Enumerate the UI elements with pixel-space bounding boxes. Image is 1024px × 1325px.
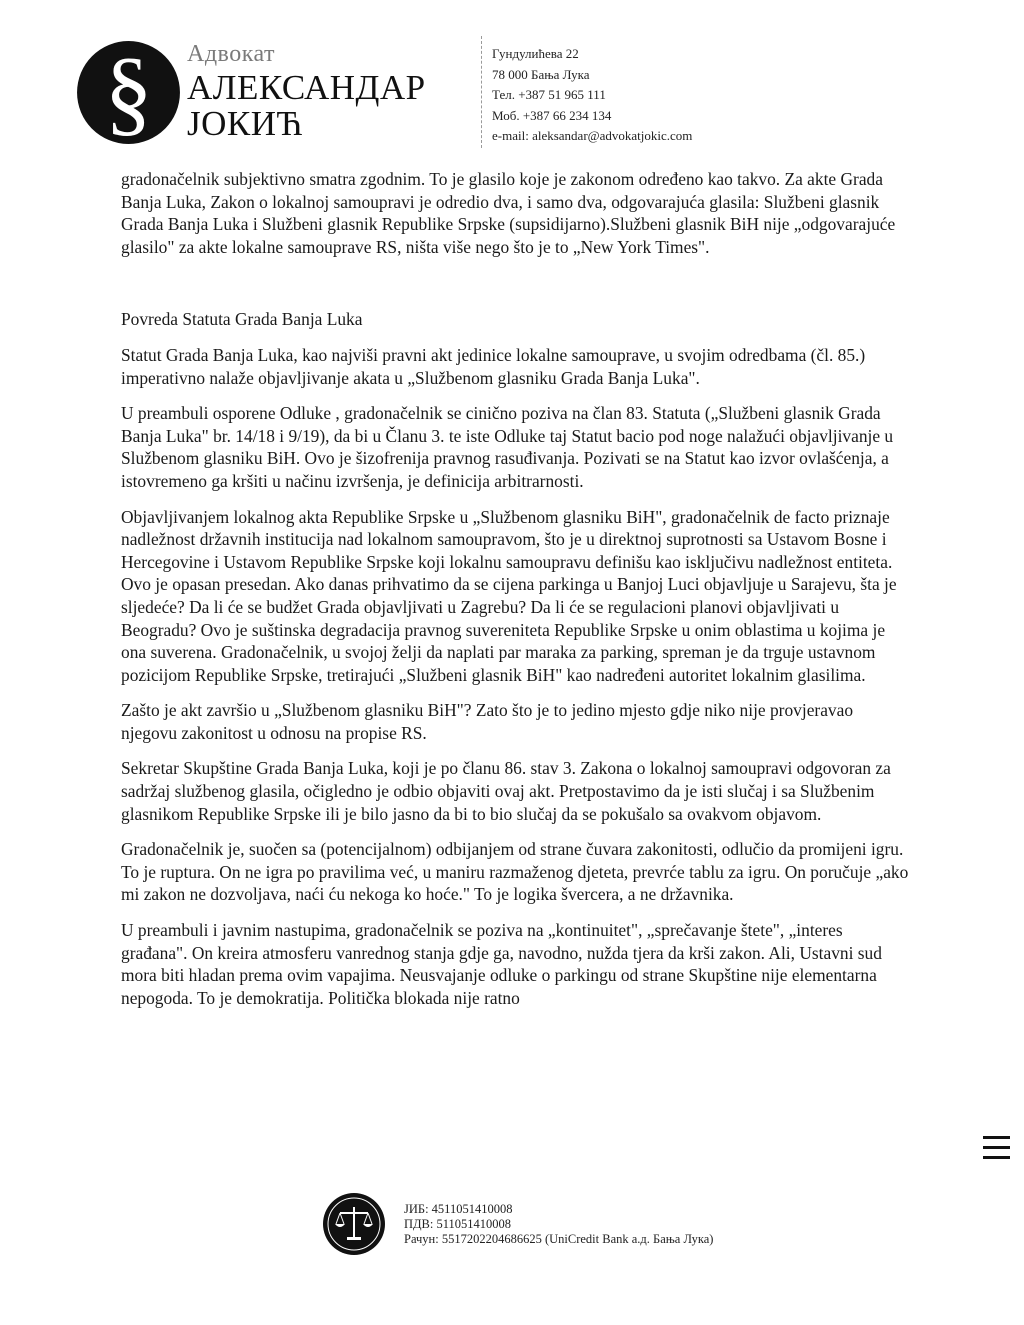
footer-info <box>404 1202 713 1247</box>
intro-paragraph: gradonačelnik subjektivno smatra zgodnim. To je glasilo koje je zakonom određeno kao takvo. Za akte Grada Banja Luka, Zakon o lokalnoj samoupravi je odredio dva, i samo dva, odgovarajuća glasila: Službeni glasnik Grada Banja Luka i Službeni glasnik Republike Srpske (supsidijarno).Službeni glasnik BiH nije „odgovarajuće glasilo" za akte lokalne samouprave RS, ništa više nego što je to „New York Times". <box>121 169 896 257</box>
scales-of-justice-icon <box>322 1192 386 1256</box>
contact-mobile: Моб. +387 66 234 134 <box>492 107 612 123</box>
paragraph: Zašto je akt završio u „Službenom glasniku BiH"? Zato što je to jedino mjesto gdje niko nije provjeravao njegovu zakonitost u odnosu na propise RS. <box>121 700 854 743</box>
paragraph: Sekretar Skupštine Grada Banja Luka, koji je po članu 86. stav 3. Zakona o lokalnoj samoupravi odgovoran za sadržaj službenog glasila, očigledno je odbio objaviti ovaj akt. Pretpostavimo da je isti slučaj i sa Službenim glasnikom Republike Srpske ili je bilo jasno da bi to bio slučaj da se pokušalo sa ovakvom objavom. <box>121 758 891 824</box>
svg-text:§: § <box>104 40 153 145</box>
paragraph: Objavljivanjem lokalnog akta Republike Srpske u „Službenom glasniku BiH", gradonačelnik de facto priznaje nadležnost državnih institucija nad lokalnom samoupravom, što je u direktnoj suprotnosti sa Ustavom Bosne i Hercegovine i Ustavom Republike Srpske koji lokalnu samoupravu definišu kao isključivu nadležnost entiteta. Ovo je opasan presedan. Ako danas prihvatimo da se cijena parkinga u Banjoj Luci objavljuje u Sarajevu, šta je sljedeće? Da li će se budžet Grada objavljivati u Zagrebu? Da li će se regulacioni planovi objavljivati u Beogradu? Ovo je suštinska degradacija pravnog suvereniteta Republike Srpske u onim oblastima u kojima je ona suverena. Gradonačelnik, u svojoj želji da naplati par maraka za parking, spreman je da trguje ustavnom pozicijom Republike Srpske, tretirajući „Službeni glasnik BiH" kao nadređeni autoritet lokalnim glasilima. <box>121 506 897 685</box>
brand-name-line1: АЛЕКСАНДАР <box>187 68 426 107</box>
contact-block <box>492 44 692 147</box>
footer-jib: ЈИБ: 4511051410008 <box>404 1202 513 1216</box>
hamburger-menu-icon[interactable] <box>982 1133 1012 1163</box>
section-heading: Povreda Statuta Grada Banja Luka <box>121 309 363 330</box>
section-sign-logo <box>76 40 181 145</box>
section-spacer <box>121 271 909 308</box>
brand <box>187 42 426 142</box>
document-body <box>121 168 909 1022</box>
contact-address: Гундулићева 22 <box>492 46 579 61</box>
paragraph: U preambuli i javnim nastupima, gradonačelnik se poziva na „kontinuitet", „sprečavanje štete", „interes građana". On kreira atmosferu vanrednog stanja gdje ga, navodno, nužda tjera da krši zakon. Ali, Ustavni sud mora biti hladan prema ovim vapajima. Neusvajanje odluke o parkingu od strane Skupštine nije elementarna nepogoda. To je demokratija. Politička blokada nije ratno <box>121 920 882 1008</box>
footer-pdv: ПДВ: 511051410008 <box>404 1217 512 1231</box>
paragraph: U preambuli osporene Odluke , gradonačelnik se cinično poziva na član 83. Statuta („Službeni glasnik Grada Banja Luka" br. 14/18 i 9/19), da bi u Članu 3. te iste Odluke taj Statut bacio pod noge nalažući objavljivanje u Službenom glasniku BiH. Ovo je šizofrenija pravnog rasuđivanja. Pozivati se na Statut kao izvor ovlašćenja, a istovremeno ga kršiti u načinu izvršenja, je definicija arbitrarnosti. <box>121 403 894 491</box>
paragraph: Gradonačelnik je, suočen sa (potencijalnom) odbijanjem od strane čuvara zakonitosti, odlučio da promijeni igru. To je ruptura. On ne igra po pravilima već, u maniru razmaženog djeteta, prevrće tablu za igru. On poručuje „ako mi zakon ne dozvoljava, naći ću nekoga ko hoće." To je logika švercera, a ne državnika. <box>121 839 909 905</box>
footer-account: Рачун: 5517202204686625 (UniCredit Bank а.д. Бања Лука) <box>404 1232 714 1246</box>
menu-bar <box>983 1136 1010 1139</box>
brand-name-line2: ЈОКИЋ <box>187 104 303 143</box>
contact-email: e-mail: aleksandar@advokatjokic.com <box>492 128 693 143</box>
menu-bar <box>983 1146 1010 1149</box>
contact-phone: Тел. +387 51 965 111 <box>492 87 606 102</box>
contact-city: 78 000 Бања Лука <box>492 66 590 82</box>
paragraph: Statut Grada Banja Luka, kao najviši pravni akt jedinice lokalne samouprave, u svojim odredbama (čl. 85.) imperativno nalaže objavljivanje akata u „Službenom glasniku Grada Banja Luka". <box>121 344 866 388</box>
menu-bar <box>983 1156 1010 1159</box>
brand-title: Адвокат <box>187 41 276 67</box>
header-divider <box>481 36 482 148</box>
